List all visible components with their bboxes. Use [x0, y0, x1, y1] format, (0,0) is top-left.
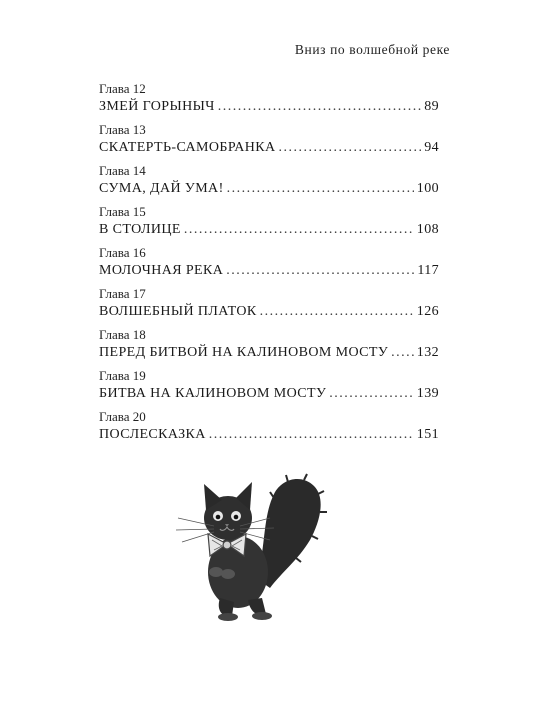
- chapter-number: Глава 13: [99, 122, 146, 137]
- page-number: 117: [417, 263, 439, 278]
- dot-leader: [278, 138, 421, 158]
- chapter-title: ПОСЛЕСКАЗКА: [99, 427, 206, 442]
- chapter-number: Глава 16: [99, 245, 146, 260]
- dot-leader: [209, 425, 414, 445]
- toc-entry: [99, 203, 439, 244]
- chapter-number: Глава 15: [99, 204, 146, 219]
- toc-line: [99, 220, 439, 240]
- chapter-title: ПЕРЕД БИТВОЙ НА КАЛИНОВОМ МОСТУ: [99, 345, 389, 360]
- page-number: 94: [424, 140, 439, 155]
- dot-leader: [329, 384, 414, 404]
- chapter-title: В СТОЛИЦЕ: [99, 222, 181, 237]
- page-number: 139: [416, 386, 439, 401]
- page-number: 126: [416, 304, 439, 319]
- page-number: 151: [416, 427, 439, 442]
- chapter-number: Глава 20: [99, 409, 146, 424]
- chapter-number: Глава 14: [99, 163, 146, 178]
- page-number: 132: [416, 345, 439, 360]
- chapter-title: СУМА, ДАЙ УМА!: [99, 181, 224, 196]
- toc-entry: [99, 121, 439, 162]
- cat-with-bow-tie-icon: [170, 460, 340, 630]
- toc-line: [99, 97, 439, 117]
- chapter-title: СКАТЕРТЬ-САМОБРАНКА: [99, 140, 276, 155]
- toc-entry: [99, 326, 439, 367]
- toc-entry: [99, 408, 439, 449]
- toc-line: [99, 302, 439, 322]
- toc-line: [99, 179, 439, 199]
- dot-leader: [218, 97, 421, 117]
- chapter-title: БИТВА НА КАЛИНОВОМ МОСТУ: [99, 386, 327, 401]
- toc-line: [99, 384, 439, 404]
- chapter-title: ВОЛШЕБНЫЙ ПЛАТОК: [99, 304, 257, 319]
- page-number: 100: [416, 181, 439, 196]
- chapter-title: ЗМЕЙ ГОРЫНЫЧ: [99, 99, 215, 114]
- toc-entry: [99, 162, 439, 203]
- dot-leader: [226, 261, 414, 281]
- dot-leader: [260, 302, 414, 322]
- chapter-number: Глава 18: [99, 327, 146, 342]
- toc-entry: [99, 80, 439, 121]
- chapter-number: Глава 19: [99, 368, 146, 383]
- chapter-number: Глава 17: [99, 286, 146, 301]
- toc-line: [99, 343, 439, 363]
- toc-entry: [99, 244, 439, 285]
- dot-leader: [391, 343, 414, 363]
- dot-leader: [227, 179, 414, 199]
- page-number: 89: [424, 99, 439, 114]
- toc-entry: [99, 285, 439, 326]
- toc-entry: [99, 367, 439, 408]
- table-of-contents: [99, 80, 439, 449]
- page-number: 108: [416, 222, 439, 237]
- dot-leader: [184, 220, 414, 240]
- toc-line: [99, 425, 439, 445]
- chapter-title: МОЛОЧНАЯ РЕКА: [99, 263, 224, 278]
- toc-line: [99, 261, 439, 281]
- chapter-number: Глава 12: [99, 81, 146, 96]
- toc-line: [99, 138, 439, 158]
- running-title: Вниз по волшебной реке: [294, 42, 450, 57]
